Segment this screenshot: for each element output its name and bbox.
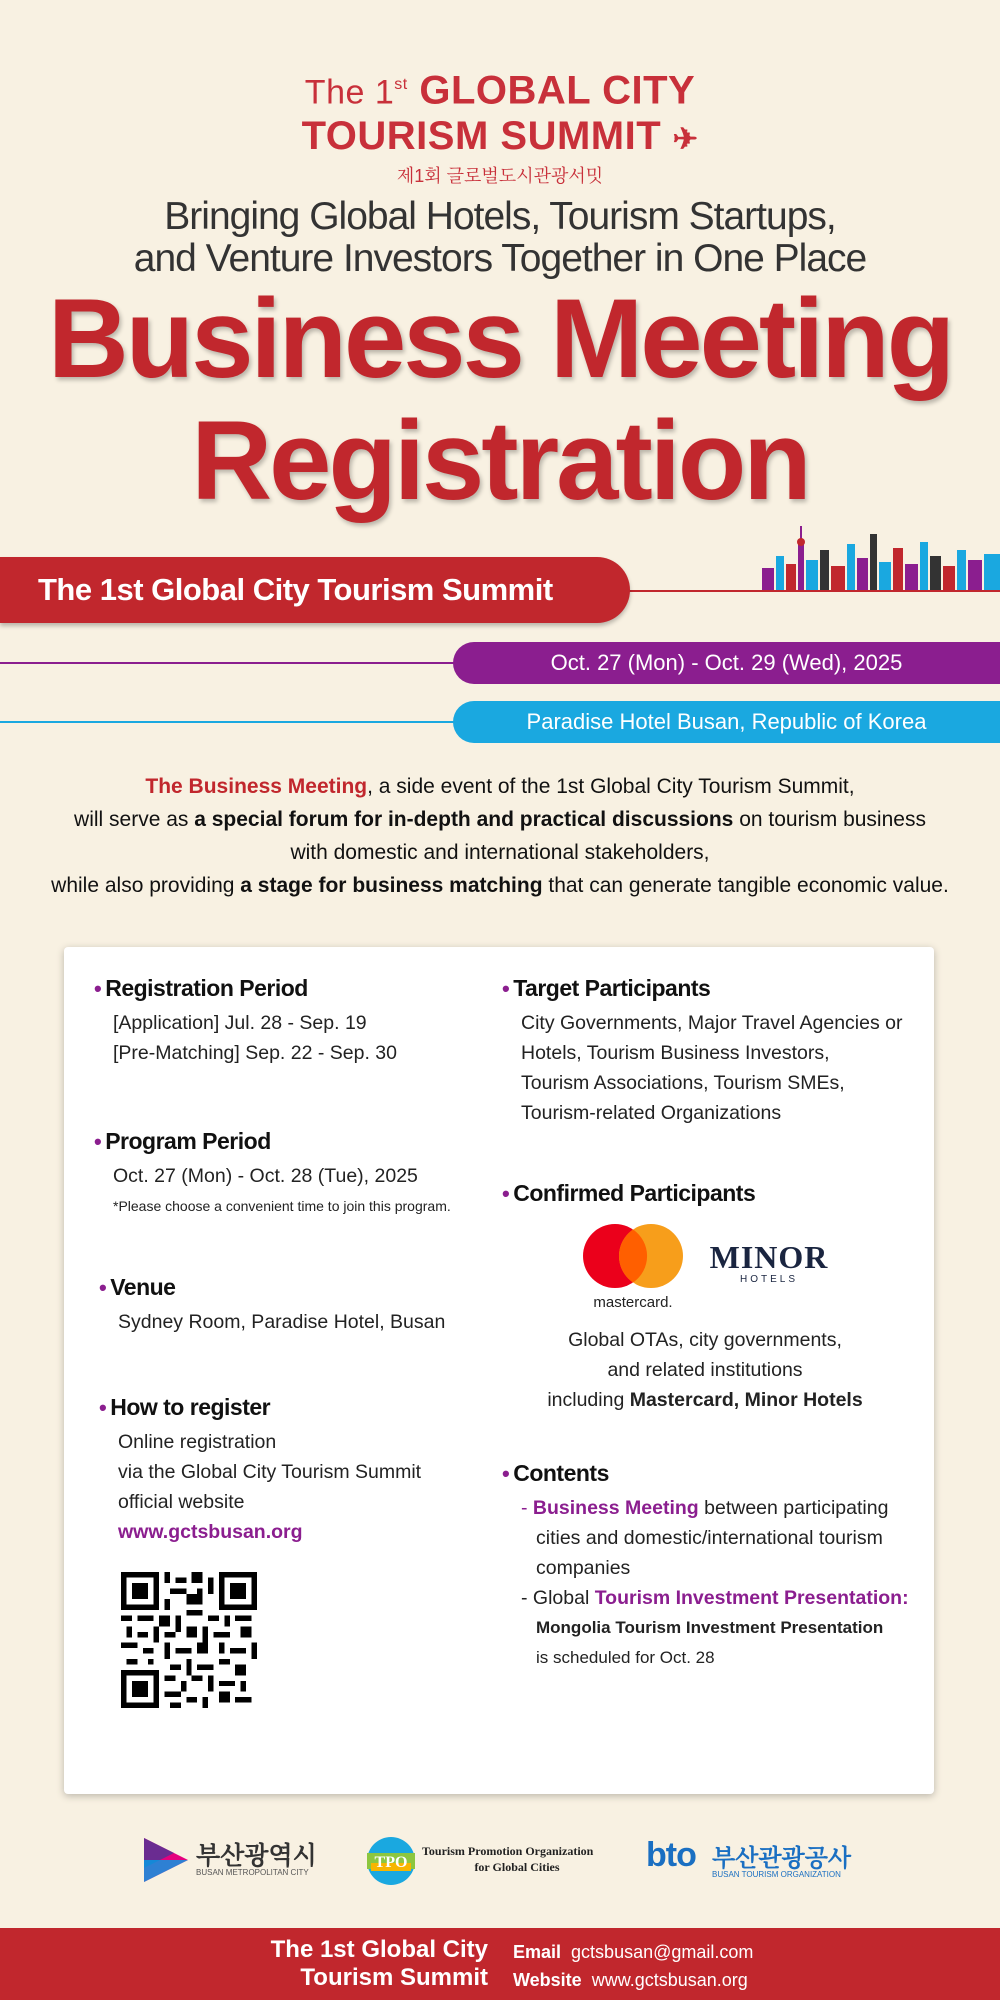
email-label: Email — [513, 1942, 562, 1962]
footer-website-link[interactable]: www.gctsbusan.org — [591, 1970, 748, 1990]
how-to-register-section: • How to register Online registration via the Global City Tourism Summit official website www.gctsbusan.org — [99, 1394, 499, 1547]
footer-contacts — [513, 1938, 753, 1994]
venue-section: • Venue Sydney Room, Paradise Hotel, Busan — [99, 1274, 499, 1337]
bto-kr: 부산관광공사 — [712, 1845, 852, 1872]
section-title: Target Participants — [513, 975, 711, 1001]
target-text: Tourism Associations, Tourism SMEs, — [521, 1072, 845, 1094]
tpo-line1: Tourism Promotion Organization — [422, 1844, 594, 1858]
logo-korean: 제1회 글로벌도시관광서밋 — [396, 166, 604, 187]
busan-city-en: BUSAN METROPOLITAN CITY — [196, 1868, 309, 1877]
minor-sub-label: HOTELS — [739, 1274, 798, 1285]
contents-text: between participating — [698, 1497, 889, 1519]
dash: - — [521, 1497, 533, 1519]
intro-text: while also providing — [51, 874, 241, 897]
contents-highlight: Tourism Investment Presentation: — [594, 1587, 909, 1609]
summit-name-banner: The 1st Global City Tourism Summit — [0, 557, 630, 623]
register-text: Online registration — [118, 1431, 277, 1453]
target-text: Hotels, Tourism Business Investors, — [521, 1042, 830, 1064]
mastercard-logo — [581, 1224, 691, 1311]
intro-paragraph — [0, 770, 1000, 902]
headline-line2: Registration — [191, 398, 809, 523]
section-title: Confirmed Participants — [513, 1180, 756, 1206]
bto-en: BUSAN TOURISM ORGANIZATION — [712, 1870, 841, 1879]
svg-text:TPO: TPO — [374, 1854, 408, 1871]
footer-bar — [0, 1928, 1000, 2000]
minor-hotels-logo — [704, 1240, 834, 1285]
confirmed-participants-section: • Confirmed Participants — [502, 1180, 756, 1206]
date-divider-line — [0, 662, 460, 664]
confirmed-bold: Mastercard, Minor Hotels — [629, 1389, 863, 1411]
busan-city-logo — [144, 1836, 344, 1884]
tagline — [0, 196, 1000, 280]
intro-text: that can generate tangible economic value. — [542, 874, 949, 897]
busan-city-mark-icon — [144, 1838, 188, 1882]
contents-text: is scheduled for Oct. 28 — [536, 1648, 715, 1667]
footer-name-line1: The 1st Global City — [270, 1936, 488, 1963]
tagline-line1: Bringing Global Hotels, Tourism Startups, — [164, 195, 836, 238]
logo-sup: st — [394, 76, 408, 93]
logo-tourism-summit: TOURISM SUMMIT — [301, 114, 662, 159]
confirmed-text: Global OTAs, city governments, — [568, 1329, 842, 1351]
tagline-line2: and Venture Investors Together in One Place — [133, 237, 867, 280]
confirmed-text: including — [547, 1389, 630, 1411]
program-dates: Oct. 27 (Mon) - Oct. 28 (Tue), 2025 — [113, 1165, 418, 1187]
tpo-line2: for Global Cities — [474, 1860, 560, 1874]
footer-summit-name — [0, 1936, 488, 1992]
contents-section: • Contents - Business Meeting between participating cities and domestic/international tourism companies - Global Tourism Investment Presentation: Mongolia Tourism Investment Presentation is scheduled for Oct. 28 — [502, 1460, 932, 1673]
intro-bold: a stage for business matching — [240, 874, 543, 897]
confirmed-participants-text — [502, 1325, 908, 1415]
contents-text: companies — [536, 1557, 631, 1579]
bto-mark: bto — [646, 1836, 696, 1874]
summit-divider-line — [620, 590, 1000, 592]
section-title: Registration Period — [105, 975, 308, 1001]
bto-logo — [646, 1836, 866, 1886]
event-dates-banner: Oct. 27 (Mon) - Oct. 29 (Wed), 2025 — [453, 642, 1000, 684]
tpo-globe-icon — [366, 1836, 416, 1886]
minor-label: MINOR — [709, 1239, 829, 1275]
target-text: City Governments, Major Travel Agencies or — [521, 1012, 903, 1034]
city-skyline-illustration — [762, 520, 1000, 592]
mastercard-circles-icon — [581, 1224, 685, 1288]
contents-text: cities and domestic/international tourism — [536, 1527, 883, 1549]
application-period: [Application] Jul. 28 - Sep. 19 — [113, 1012, 367, 1034]
footer-name-line2: Tourism Summit — [300, 1964, 488, 1991]
confirmed-text: and related institutions — [607, 1359, 803, 1381]
airplane-icon: ✈ — [672, 123, 699, 157]
intro-text: on tourism business — [733, 808, 926, 831]
email-link[interactable]: gctsbusan@gmail.com — [571, 1942, 754, 1962]
contents-highlight: Business Meeting — [532, 1497, 699, 1519]
section-title: Contents — [513, 1460, 609, 1486]
intro-highlight: The Business Meeting — [145, 775, 368, 798]
register-text: via the Global City Tourism Summit — [118, 1461, 422, 1483]
tpo-logo — [366, 1836, 616, 1886]
website-label: Website — [513, 1970, 582, 1990]
register-text: official website — [118, 1491, 245, 1513]
venue-place: Sydney Room, Paradise Hotel, Busan — [118, 1311, 446, 1333]
logo-global-city: GLOBAL CITY — [419, 68, 696, 113]
section-title: How to register — [110, 1394, 271, 1420]
pre-matching-period: [Pre-Matching] Sep. 22 - Sep. 30 — [113, 1042, 397, 1064]
target-participants-section: • Target Participants City Governments, Major Travel Agencies or Hotels, Tourism Business Investors, Tourism Associations, Tourism SMEs, Tourism-related Organizations — [502, 975, 922, 1128]
section-title: Program Period — [105, 1128, 271, 1154]
contents-bold: Mongolia Tourism Investment Presentation — [536, 1618, 884, 1637]
contents-text: - Global — [521, 1587, 595, 1609]
intro-text: will serve as — [74, 808, 195, 831]
intro-text: , a side event of the 1st Global City Tourism Summit, — [367, 775, 855, 798]
website-link[interactable]: www.gctsbusan.org — [118, 1521, 303, 1543]
registration-period-section: • Registration Period [Application] Jul. 28 - Sep. 19 [Pre-Matching] Sep. 22 - Sep. 30 — [94, 975, 494, 1068]
event-location-banner: Paradise Hotel Busan, Republic of Korea — [453, 701, 1000, 743]
intro-bold: a special forum for in-depth and practical discussions — [194, 808, 734, 831]
logo-the: The 1 — [304, 73, 395, 112]
program-note: *Please choose a convenient time to join this program. — [113, 1198, 451, 1214]
intro-text: with domestic and international stakeholders, — [290, 841, 710, 864]
qr-code[interactable] — [121, 1572, 257, 1708]
program-period-section: • Program Period Oct. 27 (Mon) - Oct. 28 (Tue), 2025 *Please choose a convenient time to join this program. — [94, 1128, 494, 1221]
venue-divider-line — [0, 721, 460, 723]
busan-city-kr: 부산광역시 — [196, 1842, 317, 1870]
summit-logo — [0, 62, 1000, 189]
target-text: Tourism-related Organizations — [521, 1102, 782, 1124]
mastercard-label: mastercard. — [593, 1294, 673, 1311]
section-title: Venue — [110, 1274, 176, 1300]
headline-line1: Business Meeting — [47, 276, 953, 401]
